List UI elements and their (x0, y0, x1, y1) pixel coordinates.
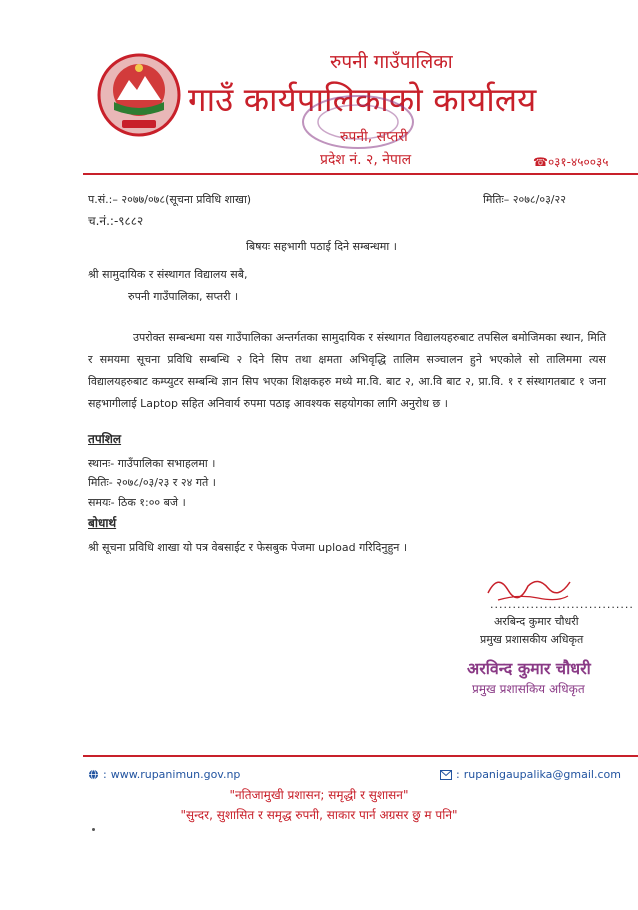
addressee-line-2: रुपनी गाउँपालिका, सप्तरी । (128, 290, 239, 303)
letter-date: मितिः– २०७८/०३/२२ (483, 193, 566, 206)
envelope-icon (440, 770, 452, 780)
stamp-title: प्रमुख प्रशासकिय अधिकृत (472, 682, 585, 696)
cc-note: श्री सूचना प्रविधि शाखा यो पत्र वेबसाईट र फेसबुक पेजमा upload गरिदिनुहुन । (88, 541, 408, 554)
reference-number: प.सं.:– २०७७/०७८(सूचना प्रविधि शाखा) (88, 193, 252, 206)
website-url[interactable]: www.rupanimun.gov.np (110, 768, 241, 781)
header-divider (83, 173, 638, 175)
details-dates: मितिः- २०७८/०३/२३ र २४ गते । (88, 476, 216, 489)
letter-body (88, 327, 606, 415)
phone-number: ☎०३१-४५००३५ (533, 155, 609, 169)
details-venue: स्थानः- गाउँपालिका सभाहलमा । (88, 457, 216, 470)
email[interactable] (440, 768, 621, 781)
details-heading: तपशिल (88, 432, 122, 446)
motto-line-2: "सुन्दर, सुशासित र समृद्ध रुपनी, साकार पार्न अग्रसर छु म पनि" (180, 808, 458, 822)
signatory-name: अरबिन्द कुमार चौधरी (494, 615, 579, 628)
motto-line-1: "नतिजामुखी प्रशासन; समृद्धी र सुशासन" (229, 788, 409, 802)
scan-speck (92, 828, 95, 831)
province-line: प्रदेश नं. २, नेपाल (320, 152, 412, 168)
details-time: समयः- ठिक १:०० बजे । (88, 496, 186, 509)
email-address[interactable]: rupanigaupalika@gmail.com (463, 768, 621, 781)
dispatch-number: च.नं.:-९८८२ (88, 214, 144, 228)
office-title: गाउँ कार्यपालिकाको कार्यालय (188, 80, 537, 119)
cc-heading: बोधार्थ (88, 516, 117, 530)
letter-subject: बिषयः सहभागी पठाई दिने सम्बन्धमा । (246, 240, 397, 253)
email-separator: : (456, 768, 460, 781)
globe-icon (88, 769, 99, 780)
signatory-title: प्रमुख प्रशासकीय अधिकृत (480, 633, 584, 646)
signature-dotted-line: ................................ (490, 598, 634, 611)
website[interactable]: : www.rupanimun.gov.np (88, 768, 240, 781)
letter-body-text: उपरोक्त सम्बन्धमा यस गाउँपालिका अन्तर्गतका सामुदायिक र संस्थागत विद्यालयहरुबाट तपसिल बमोजिमका स्थान, मिति र समयमा सूचना प्रविधि सम्बन्धि २ दिने सिप तथा क्षमता अभिवृद्धि तालिम सञ्चालन हुने भएकोले सो तालिममा त्यस विद्यालयहरुबाट कम्प्युटर सम्बन्धि ज्ञान सिप भएका शिक्षकहरु मध्ये मा.वि. बाट २, आ.वि बाट २, प्रा.वि. १ र संस्थागतबाट १ जना सहभागीलाई Laptop सहित अनिवार्य रुपमा पठाइ आवश्यक सहयोगका लागि अनुरोध छ । (88, 331, 606, 410)
stamp-name: अरविन्द कुमार चौधरी (467, 659, 591, 678)
nepal-emblem-logo (92, 50, 186, 140)
municipality-name: रुपनी गाउँपालिका (330, 51, 453, 73)
footer-divider (83, 755, 638, 757)
addressee-line-1: श्री सामुदायिक र संस्थागत विद्यालय सबै, (88, 268, 248, 281)
district-line: रुपनी, सप्तरी (340, 129, 408, 145)
